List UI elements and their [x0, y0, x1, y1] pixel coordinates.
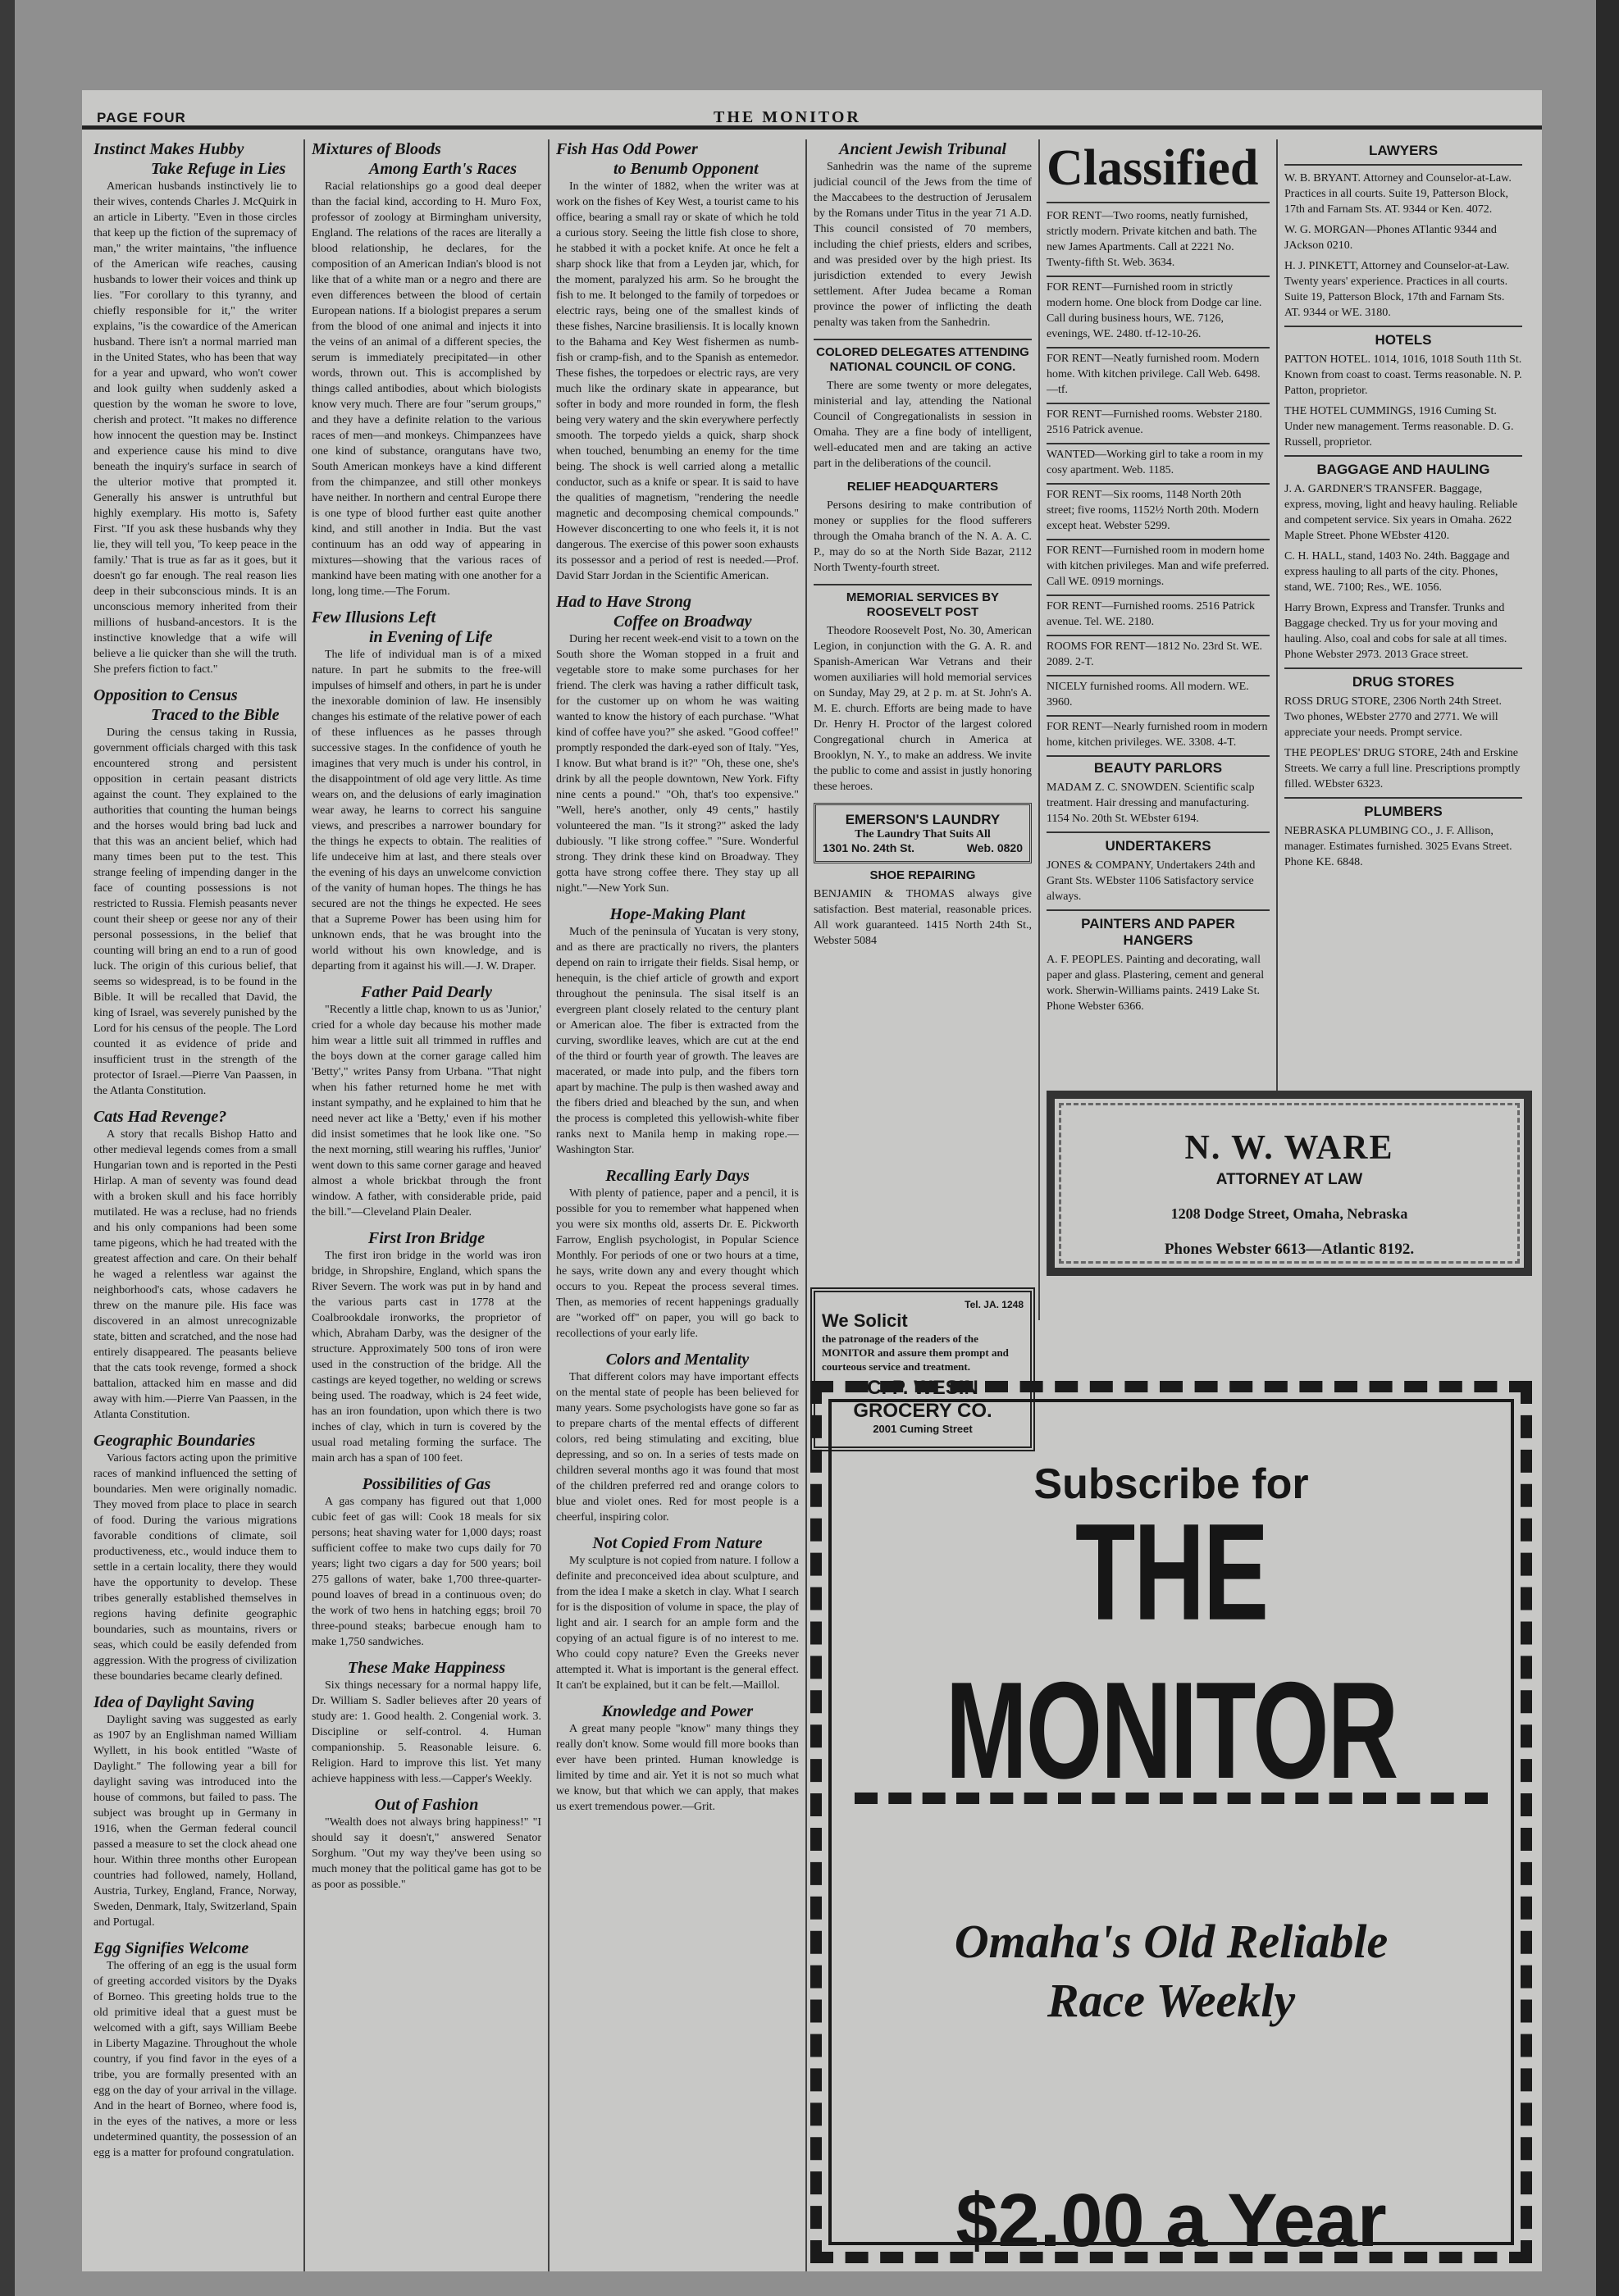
classified-ad: FOR RENT—Two rooms, neatly furnished, strictly modern. Private kitchen and bath. The new James Apartments. Call at 2221 No. Twenty-fifth St. Web. 3634. [1047, 210, 1257, 269]
classified-ads [1047, 208, 1270, 757]
article-headline: Had to Have Strong Coffee on Broadway [556, 593, 752, 631]
divider [1047, 403, 1270, 404]
drug-stores-heading: DRUG STORES [1352, 674, 1455, 690]
article-headline: First Iron Bridge [367, 1229, 486, 1247]
hotel-ad: THE HOTEL CUMMINGS, 1916 Cuming St. Under new management. Terms reasonable. D. G. Russell, proprietor. [1284, 405, 1514, 449]
article [93, 1431, 297, 1684]
article-headline: Egg Signifies Welcome [93, 1939, 249, 1957]
divider [814, 339, 1032, 340]
divider [1047, 539, 1270, 540]
article [556, 1166, 799, 1342]
article [312, 139, 541, 599]
subscribe-line-3: Omaha's Old Reliable [954, 1915, 1389, 1968]
wesin-name-2: GROCERY CO. [853, 1400, 992, 1422]
article-headline: Instinct Makes Hubby Take Refuge in Lies [93, 140, 286, 178]
article [93, 139, 297, 677]
lawyer-ad: W. B. BRYANT. Attorney and Counselor-at-Law. Practices in all courts. Suite 19, Patterson Block, 17th and Farnam Sts. AT. 9344 or Ken. 4072. [1284, 172, 1512, 216]
article [93, 1107, 297, 1423]
painters-ad: A. F. PEOPLES. Painting and decorating, wall paper and glass. Plastering, cement and general work. Sherwin-Williams paints. 2419 Lake St. Phone Webster 6366. [1047, 954, 1265, 1013]
baggage-ad: Harry Brown, Express and Transfer. Trunks and Baggage checked. Try us for your moving and hauling. Also, coal and cobs for sale at all times. Phone Webster 2973. 2013 Grace street. [1284, 602, 1507, 661]
column-4 [814, 139, 1032, 1328]
drug-store-ad: ROSS DRUG STORE, 2306 North 24th Street. Two phones, WEbster 2770 and 2771. We will appreciate your needs. Prompt service. [1284, 695, 1502, 739]
column-rule [1276, 139, 1278, 1091]
plumbers-heading: PLUMBERS [1364, 804, 1443, 819]
article-body: Six things necessary for a normal happy life, Dr. William S. Sadler believes after 20 years of study are: 1. Good health. 2. Congenial work. 3. Discipline or self-control. 4. Human companionship. 5. Reasonable leisure. 6. Religion. Hard to improve this list. Yet many achieve happiness with less.—Capper's Weekly. [312, 1679, 541, 1785]
classified-ad: FOR RENT—Furnished room in strictly modern home. One block from Dodge car line. Call during business hours, WE. 7126, evenings, WE. 2480. tf-12-10-26. [1047, 281, 1262, 340]
undertakers-ad: JONES & COMPANY, Undertakers 24th and Grant Sts. WEbster 1106 Satisfactory service always. [1047, 859, 1256, 903]
divider [1284, 326, 1522, 327]
article [312, 1795, 541, 1893]
article [93, 1938, 297, 2161]
baggage-ad: C. H. HALL, stand, 1403 No. 24th. Baggage and express hauling to all parts of the city. Phones, stand, WE. 7100; Res., WE. 1056. [1284, 550, 1510, 594]
wesin-solicit: We Solicit [822, 1310, 908, 1331]
lawyers-heading: LAWYERS [1368, 143, 1439, 158]
article [312, 1474, 541, 1650]
subscribe-line-1: Subscribe for [1033, 1460, 1309, 1508]
laundry-ad [814, 803, 1032, 863]
article [556, 1533, 799, 1693]
article-headline: Opposition to Census Traced to the Bible [93, 686, 280, 724]
ware-name: N. W. WARE [1184, 1129, 1394, 1167]
article-body: The life of individual man is of a mixed nature. In part he submits to the free-will impulses of himself and others, in part he is under the inexorable dominion of law. He insensibly changes his estimate of the relative power of each of these influences as he passes through successive stages. In the confidence of youth he imagines that very much is under his control, in the disappointment of old age very little. As time wears on, and the delusions of early imagination wear away, he learns to correct his sanguine views, and prescribes a narrower boundary for the things he expects to obtain. The realities of life undeceive him at last, and there steals over the evening of his days an unwelcome conviction of the vanity of human hopes. The things he has secured are not the things he expected. He sees that a Supreme Power has been using him for unknown ends, that he was brought into the world without his own knowledge, and is departing from it against his will.—J. W. Draper. [312, 649, 541, 973]
article [556, 139, 799, 584]
classified-title: Classified [1047, 140, 1259, 196]
newspaper-page [82, 90, 1542, 2271]
article-body: Racial relationships go a good deal deeper than the facial kind, according to H. Muro Fox, professor of zoology at Birmingham university, England. The relations of the races are literally a blood relationship, he declares, for the composition of an American Indian's blood is not like that of a white man or a negro and there are even differences between the blood of certain European nations. If a biologist prepares a serum from the blood of one animal and injects it into the veins of an animal of a different species, the serum is immediately precipitated—in other words, thrown out. This is accomplished by things called antibodies, about which biologists know very much. There are four "serum groups," and they have a definite relation to the various races of men—and monkeys. Chimpanzees have one kind of substance, orangutans have two, South American monkeys have a kind different from the chimpanzee, and still other monkeys have neither. In northern and central Europe there is one type of blood further east quite another kind, and still another in India. But the vast continuum has an odd way of appearing in mixtures—showing that the various races of mankind have been mating with one another for a long, long time.—The Forum. [312, 180, 541, 598]
undertakers-heading: UNDERTAKERS [1105, 838, 1211, 854]
divider [1047, 594, 1270, 596]
column-rule [805, 139, 807, 2271]
lawyer-ad: H. J. PINKETT, Attorney and Counselor-at-Law. Twenty years' experience. Practices in all courts. Suite 19, Patterson Block, 17th and Farnam Sts. AT. 9344 or WE. 3180. [1284, 260, 1510, 319]
article-headline: Possibilities of Gas [362, 1475, 491, 1493]
classified-ad: FOR RENT—Nearly furnished room in modern home, kitchen privileges. WE. 3308. 4-T. [1047, 721, 1268, 749]
classified-ad: NICELY furnished rooms. All modern. WE. 3960. [1047, 681, 1249, 708]
article-caption: RELIEF HEADQUARTERS [846, 480, 999, 494]
divider [814, 584, 1032, 585]
divider [1047, 347, 1270, 348]
classified-column [1047, 139, 1270, 1082]
divider [1284, 455, 1522, 457]
article-headline: These Make Happiness [347, 1659, 506, 1677]
article-headline: Knowledge and Power [601, 1702, 754, 1720]
article-body: During the census taking in Russia, government officials charged with this task encountered strong and persistent opposition in certain peasant districts against the count. They explained to the authorities that counting the human beings and the horses would bring bad luck and that this was an ancient belief, which had many times been put to the test. This strange feeling of impending danger in the face of counting possessions is not restricted to Russia. Flemish peasants never count their sheep or geese nor any of their personal possessions, in the belief that counting will bring an end to a run of good luck. The origin of this curious belief, that seems so widespread, is to be found in the Bible. It will be recalled that David, the king of Israel, was severely punished by the Lord for his census of the people. The Lord counted it as evidence of pride and insufficient trust in the strength of the protector of Israel.—Pierre Van Paassen, in the Atlanta Constitution. [93, 727, 297, 1097]
article-body: With plenty of patience, paper and a pencil, it is possible for you to remember what happened when you were six months old, asserts Dr. E. Pickworth Farrow, English psychologist, in Popular Science Monthly. For periods of one or two hours at a time, he says, write down any and every thought which occurs to you. Repeat the process several times. Then, as memories of recent happenings gradually are "worked off" on paper, you will go back to recollections of your early life. [556, 1187, 799, 1340]
subscribe-price: $2.00 a Year [955, 2179, 1387, 2262]
ware-title: ATTORNEY AT LAW [1215, 1171, 1363, 1188]
article-body: A story that recalls Bishop Hatto and other medieval legends comes from a small Hungarian town and is reported in the Pesti Hirlap. A man of seventy was found dead with a broken skull and his face horribly mutilated. He was a recluse, had no friends and his only companions had been some tame pigeons, which he had treated with the greatest affection and care. On their behalf he waged a relentless war against the neighborhood's cats, whose cadavers he threw on the manure pile. His face was discovered in an almost unrecognizable state, bitten and scratched, and the nose had entirely disappeared. The peasants believe that the cats took revenge, formed a shock battalion, attacked him en masse and did away with him.—Pierre Van Paassen, in the Atlanta Constitution. [93, 1128, 297, 1421]
article [312, 608, 541, 974]
classified-ad: ROOMS FOR RENT—1812 No. 23rd St. WE. 2089. 2-T. [1047, 640, 1263, 668]
wesin-name: C. P. WESIN [867, 1377, 978, 1399]
article [556, 592, 799, 896]
left-edge [0, 0, 15, 2296]
divider [1047, 202, 1270, 203]
article [312, 1658, 541, 1787]
divider [1047, 443, 1270, 444]
divider [1047, 831, 1270, 833]
classified-ad: FOR RENT—Furnished rooms. 2516 Patrick avenue. Tel. WE. 2180. [1047, 600, 1255, 628]
article [93, 686, 297, 1099]
laundry-phone: Web. 0820 [966, 841, 1023, 854]
laundry-contact [823, 841, 1023, 854]
article-headline: Mixtures of Bloods Among Earth's Races [312, 140, 518, 178]
ware-ad [1047, 1091, 1532, 1276]
drug-store-ad: THE PEOPLES' DRUG STORE, 24th and Erskine Streets. We carry a full line. Prescriptions promptly filled. WEbster 6323. [1284, 747, 1521, 790]
painters-heading: PAINTERS AND PAPER HANGERS [1081, 916, 1235, 948]
article-headline: Geographic Boundaries [93, 1432, 256, 1450]
article-body: American husbands instinctively lie to their wives, contends Charles J. McQuirk in an article in Liberty. "Even in those circles that keep up the fiction of the supremacy of man," the writer maintains, "the influence of the American wife reaches, causing husbands to lower their voices and think up lies. "For corollary to this tyranny, and chiefly responsible for it," the writer explains, "is the cowardice of the American husband. There isn't a normal married man in the United States, who has been that way for a year and upward, who won't cower and look guilty when suddenly asked a question by the woman he swore to love, cherish and protect. "It makes no difference how innocent the question may be. Instinct and experience cause his mind to dive beneath the inquiry's surface in search of the ulterior motive that prompted it. Generally his answer is untruthful but highly exemplary. His motto is, Safety First. "If you ask these husbands why they lie, they will tell you, 'To keep peace in the family.' That is true as far as it goes, but it doesn't go far enough. The real reason lies deep in their subconscious minds. It is an unconscious memory inherited from their millions of husband-ancestors. It is the instinctive knowledge that a wife will believe a lie quicker than she will the truth. She prefers fiction to fact." [93, 180, 297, 676]
wesin-text: the patronage of the readers of the MONITOR and assure them prompt and courteous service and treatment. [822, 1332, 1009, 1373]
article-headline: Hope-Making Plant [609, 905, 746, 923]
article-headline: Idea of Daylight Saving [93, 1693, 255, 1711]
shoe-repair-heading: SHOE REPAIRING [869, 868, 976, 882]
divider [1047, 675, 1270, 676]
article [312, 982, 541, 1220]
column-rule [1038, 139, 1040, 1320]
article [814, 345, 1032, 472]
ware-address: 1208 Dodge Street, Omaha, Nebraska [1170, 1205, 1408, 1222]
article-body: "Wealth does not always bring happiness!" "I should say it doesn't," answered Senator Sorghum. "Out my way they've been using so much money that the political game has got to be as poor as possible." [312, 1816, 541, 1891]
article-body: Much of the peninsula of Yucatan is very stony, and as there are practically no rivers, the planters depend on rain to irrigate their fields. Sisal hemp, or henequin, is the chief article of growth and export throughout the peninsula. The sisal itself is an evergreen plant closely related to the century plant or American aloe. The fiber is extracted from the curving, swordlike leaves, which are cut at the end of the third or fourth year of growth. The leaves are macerated, or made into pulp, and the fibers torn apart by machine. The pulp is then washed away and the fibers dried and bleached by the sun, and when the process is completed this yellowish-white fiber ranks next to Manila hemp in making rope.—Washington Star. [556, 926, 799, 1156]
hotel-ad: PATTON HOTEL. 1014, 1016, 1018 South 11th St. Known from coast to coast. Terms reasonable. N. P. Patton, proprietor. [1284, 353, 1522, 397]
article [814, 480, 1032, 576]
article-headline: Fish Has Odd Power to Benumb Opponent [556, 140, 759, 178]
column-1 [93, 139, 297, 2263]
article-body: The offering of an egg is the usual form of greeting accorded visitors by the Dyaks of Borneo. This greeting holds true to the old primitive ideal that a guest must be welcomed with a gift, says William Beebe in Liberty Magazine. Throughout the whole country, if you find favor in the eyes of a tribe, you are formally presented with an egg on the day of your arrival in the village. And in the heart of Borneo, where food is, in the eyes of the natives, a more or less undetermined quantity, the possession of an egg is a matter for profound congratulation. [93, 1960, 297, 2159]
article-body: In the winter of 1882, when the writer was at work on the fishes of Key West, a tourist came to his office, bearing a small ray or skate of which he told a curious story. Seeing the little fish close to shore, he stabbed it with a pocket knife. At once he felt a sharp shock like that from a Leyden jar, which, for the moment, paralyzed his arm. So he brought the fish to me. It belonged to the family of torpedoes or electric rays, being one of the smallest kinds of these fishes, Narcine brasiliensis. It is locally known to the Bahama and Key West fishermen as numb-fish or cramp-fish, and to the Spanish as entemedor. These fishes, the torpedoes or electric rays, are very much like the ordinary skate in appearance, but softer in body and more rounded in form, the flesh being very watery and the skin everywhere perfectly smooth. The torpedo yields a quick, sharp shock when touched, benumbing an enemy for the time being. The shock is well carried along a metallic conductor, such as a knife or spear. It is said to have the qualities of magnetism, "rendering the needle magnetic and decomposing chemical compounds." However disconcerting to one who feels it, it is not dangerous. The exercise of this power soon exhausts its possessor and a period of rest is needed.—Prof. David Starr Jordan in the Scientific American. [556, 180, 799, 582]
article-body: Various factors acting upon the primitive races of mankind influenced the setting of boundaries. Men were originally nomadic. They moved from place to place in search of food. During the various migrations favorable conditions of climate, soil productiveness, etc., would induce them to settle in a certain locality, there they would have the opportunity to develop. These tribes generally established themselves in regions having definite geographic boundaries, such as mountains, rivers or seas, which could be easily defended from aggression. With the progress of civilization these boundaries became clearly defined. [93, 1452, 297, 1683]
classified-ad: FOR RENT—Six rooms, 1148 North 20th street; five rooms, 1152½ North 20th. Modern except heat. Webster 5299. [1047, 489, 1259, 532]
article-body: A great many people "know" many things they really don't know. Some would fill more books than ever have been printed. Human knowledge is limited by time and air. Yet it is not so much what we know, but that which we can apply, that makes us exert tremendous power.—Grit. [556, 1723, 799, 1813]
article-caption: MEMORIAL SERVICES BY ROOSEVELT POST [846, 590, 1000, 619]
subscribe-line-4: Race Weekly [1047, 1974, 1296, 2027]
article-body: My sculpture is not copied from nature. I follow a definite and preconceived idea about sculpture, and from the idea I make a sketch in clay. What I search for is the disposition of volume in space, the play of light and air. I search for an ample form and the copying of an actual figure is of no interest to me. Who could copy nature? Even the Greeks never attempted it. What is important is the general effect. It can't be explained, but it can be felt.—Maillol. [556, 1555, 799, 1692]
right-edge [1596, 0, 1619, 2296]
article-headline: Ancient Jewish Tribunal [839, 140, 1006, 158]
baggage-ad: J. A. GARDNER'S TRANSFER. Baggage, express, moving, light and heavy hauling. Reliable and competent service. Six years in Omaha. 2622 Maple Street. Phone WEbster 4120. [1284, 483, 1518, 542]
article [556, 1350, 799, 1525]
baggage-heading: BAGGAGE AND HAULING [1316, 462, 1490, 477]
beauty-parlors-heading: BEAUTY PARLORS [1093, 760, 1223, 776]
article-body: Theodore Roosevelt Post, No. 30, American Legion, in conjunction with the G. A. R. and Spanish-American War Vetrans and their women auxiliaries will hold memorial services on Sunday, May 29, at 2 p. m. at St. John's A. M. E. church. Efforts are being made to have Dr. Henry H. Proctor of the largest colored Congregational church in America at Brooklyn, N. Y., to make an address. We invite the public to come and assist in justly honoring these heroes. [814, 625, 1032, 793]
article [556, 904, 799, 1158]
laundry-address: 1301 No. 24th St. [823, 841, 915, 854]
article [312, 1228, 541, 1466]
column-rule [548, 139, 550, 2271]
column-rule [303, 139, 305, 2271]
article-headline: Few Illusions Left in Evening of Life [312, 608, 493, 646]
article-caption: COLORED DELEGATES ATTENDING NATIONAL COUNCIL OF CONG. [816, 345, 1029, 374]
masthead [82, 90, 1542, 130]
article-body: "Recently a little chap, known to us as 'Junior,' cried for a whole day because his mother made him wear a little suit all trimmed in ruffles and the boys down at the corner garage called him 'Betty'," writes Pansy from Urbana. "That night when his father returned home he met with instant sympathy, and he explained to him that he need never act like a 'Betty,' even if his mother did insist sometimes that he look like one. "So the next morning, still wearing his ruffles, 'Junior' went down to this same corner garage and heaved almost a whole brickbat through the front window. A father, with considerable pride, paid the bill."—Cleveland Plain Dealer. [312, 1004, 541, 1219]
subscribe-paper-name: THE MONITOR [945, 1495, 1398, 1808]
article-body: Daylight saving was suggested as early as 1907 by an Englishman named William Wyllett, in his book entitled "Waste of Daylight." The following year a bill for daylight saving was introduced into the house of commons, but failed to pass. The subject was brought up in Germany in 1916, when the German federal council passed a measure to set the clock ahead one hour. Within three months other European countries had followed, namely, Holland, Austria, Turkey, England, France, Norway, Sweden, Denmark, Italy, Switzerland, Spain and Portugal. [93, 1714, 297, 1929]
divider [1284, 164, 1522, 166]
divider [1047, 715, 1270, 717]
shoe-repair-body: BENJAMIN & THOMAS always give satisfaction. Best material, reasonable prices. All work guaranteed. 1415 North 24th St., Webster 5084 [814, 888, 1032, 947]
shoe-repair-ad [814, 868, 1032, 949]
laundry-tagline: The Laundry That Suits All [855, 828, 991, 840]
classified-ad: FOR RENT—Neatly furnished room. Modern home. With kitchen privilege. Call Web. 6498. —tf. [1047, 353, 1261, 396]
column-3 [556, 139, 799, 2263]
article-headline: Not Copied From Nature [592, 1534, 763, 1552]
article-headline: Out of Fashion [374, 1796, 479, 1814]
article [814, 590, 1032, 795]
ware-phones: Phones Webster 6613—Atlantic 8192. [1164, 1241, 1415, 1258]
article [814, 139, 1032, 330]
hotels-heading: HOTELS [1375, 332, 1432, 348]
divider [1284, 797, 1522, 799]
article-headline: Colors and Mentality [605, 1351, 750, 1369]
divider [1047, 755, 1270, 757]
article [556, 1702, 799, 1815]
classified-ad: FOR RENT—Furnished room in modern home with kitchen privileges. Man and wife preferred. Call WE. 0919 mornings. [1047, 544, 1270, 588]
article-body: The first iron bridge in the world was iron bridge, in Shropshire, England, which spans the River Severn. The work was put in by hand and the various parts cast in 1778 at the Coalbrookdale ironworks, the proprietor of which, Abraham Darby, was the designer of the structure. Approximately 500 tons of iron were used in the construction of the bridge. All the castings are keyed together, no welding or screws being used. The roadway, which is 24 feet wide, has an iron foundation, upon which there is two inches of clay, which in turn is covered by the usual road metaling forming the surface. The main arch has a span of 100 feet. [312, 1250, 541, 1465]
article-headline: Father Paid Dearly [361, 983, 492, 1001]
lawyer-ad: W. G. MORGAN—Phones ATlantic 9344 and JAckson 0210. [1284, 224, 1497, 252]
article-body: That different colors may have important effects on the mental state of people has been believed for many years. Some psychologists have gone so far as to prepare charts of the mental effects of different colors, red being stimulating and exciting, blue depressing, and so on. In a series of tests made on children several months ago it was found that most of the children preferred red and orange colors to blue and violet ones. Red for most people is a cheerful, inspiring color. [556, 1371, 799, 1524]
article-headline: Cats Had Revenge? [93, 1108, 227, 1126]
article-body: During her recent week-end visit to a town on the South shore the Woman stopped in a fruit and vegetable store to make some purchases for her friend. The clerk was having a rather difficult task, for the customer up on whom he was waiting wanted to know the history of each purchase. "What kind of coffee have you?" she asked. "Good coffee!" promptly responded the dark-eyed son of Italy. "Yes, I know. But what brand is it?" "Oh, these one, she's drink by all the people downtown, New York. Fifty nine cents a pound." "Oh, that's too expensive." "Well, here's another, only 49 cents," hastily volunteered the man. "Is it strong?" asked the lady dubiously. "I like strong coffee." "Sure. Wonderful strong. They drink these kind on Broadway. They gotta have strong coffee there. They stay up all night."—New York Sun. [556, 633, 799, 895]
page-number: PAGE FOUR [97, 110, 186, 125]
divider [1047, 276, 1270, 277]
wesin-address: 2001 Cuming Street [873, 1423, 973, 1435]
wesin-phone: Tel. JA. 1248 [965, 1299, 1024, 1310]
article-body: Persons desiring to make contribution of money or supplies for the flood sufferers through the Omaha branch of the N. A. A. C. P., may do so at the North Side Bazar, 2112 North Twenty-fourth street. [814, 499, 1032, 574]
divider [1047, 483, 1270, 485]
classified-ad: FOR RENT—Furnished rooms. Webster 2180. 2516 Patrick avenue. [1047, 408, 1263, 436]
paper-name: THE MONITOR [714, 108, 861, 126]
article-body: A gas company has figured out that 1,000 cubic feet of gas will: Cook 18 meals for six persons; heat shaving water for 1,000 days; roast sufficient coffee to make two cups daily for 70 years; light two cigars a day for 500 years; boil 275 gallons of water, bake 1,700 three-quarter-pound loaves of bread in a continuous oven; do the work of two hens in hatching eggs; broil 70 three-pound steaks; barbecue enough ham to make 1,750 sandwiches. [312, 1496, 541, 1648]
divider [1047, 635, 1270, 636]
subscribe-ad [810, 1381, 1532, 2263]
beauty-parlors-ad: MADAM Z. C. SNOWDEN. Scientific scalp treatment. Hair dressing and manufacturing. 1154 No. 20th St. WEbster 6194. [1047, 781, 1255, 825]
divider [1284, 667, 1522, 669]
divider [1047, 909, 1270, 911]
article-body: There are some twenty or more delegates, ministerial and lay, attending the National Council of Congregationalists in session in Omaha. They are a fine body of intelligent, well-educated men and are taking an active part in the deliberations of the council. [814, 380, 1032, 470]
column-2 [312, 139, 541, 2263]
classified-ad: WANTED—Working girl to take a room in my cosy apartment. Web. 1185. [1047, 449, 1264, 476]
plumbers-ad: NEBRASKA PLUMBING CO., J. F. Allison, manager. Estimates furnished. 3025 Evans Street. Phone KE. 6848. [1284, 825, 1512, 868]
directory-column [1284, 139, 1522, 1082]
article-body: Sanhedrin was the name of the supreme judicial council of the Jews from the time of the Maccabees to the destruction of Jerusalem by the Romans under Titus in the year 71 A.D. This council consisted of 70 members, including the chief priests, elders and scribes, and was presided over by the high priest. Its jurisdiction extended to every Jewish settlement. After Judea became a Roman province the power of inflicting the death penalty was taken from the Sanhedrin. [814, 161, 1032, 329]
laundry-name: EMERSON'S LAUNDRY [845, 812, 1001, 827]
article [93, 1692, 297, 1930]
article-headline: Recalling Early Days [605, 1167, 750, 1185]
